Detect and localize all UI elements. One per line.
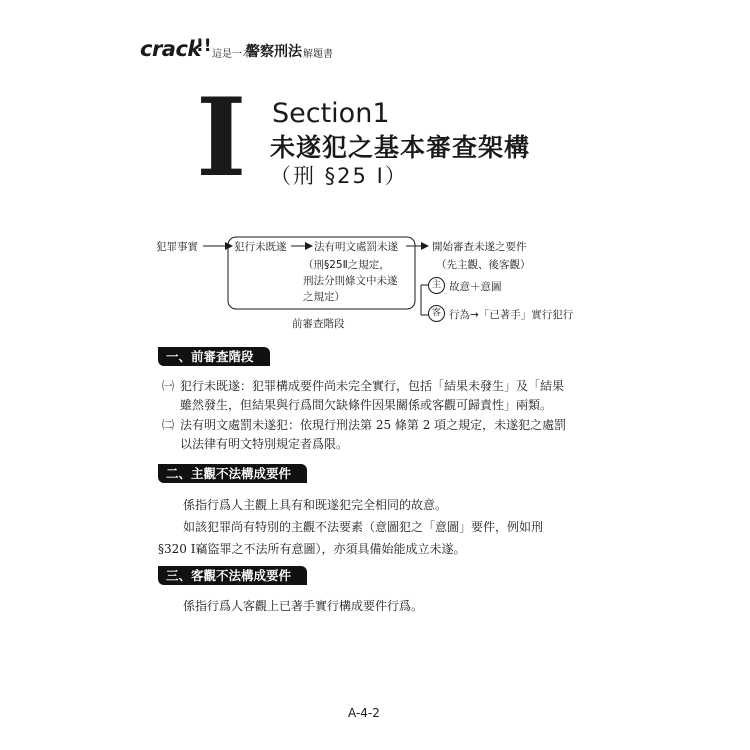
objective-text: 行為→「已著手」實行犯行	[449, 309, 574, 321]
section-reference: （刑 §25 Ⅰ）	[270, 164, 408, 188]
brand-exclamation: !!	[196, 36, 212, 56]
law-note-line-1: （刑§25Ⅱ之規定，	[303, 259, 390, 271]
node-law-punishes: 法有明文處罰未遂	[314, 241, 398, 253]
item-1-line-2: 雖然發生，但結果與行爲間欠缺條件因果關係或客觀可歸責性」兩類。	[180, 398, 553, 412]
objective-mark-icon: 客	[428, 305, 445, 322]
subjective-mark-icon: 主	[428, 277, 445, 294]
brand-logo: crack	[140, 37, 201, 61]
section-label: Section1	[272, 98, 390, 129]
item-2-line-2: 以法律有明文特別規定者爲限。	[180, 437, 349, 451]
subjective-text: 故意＋意圖	[449, 281, 502, 293]
law-note-line-3: 之規定）	[303, 291, 345, 303]
item-2-number: ㈡	[162, 418, 175, 432]
objective-line-1: 係指行爲人客觀上已著手實行構成要件行爲。	[183, 599, 424, 613]
item-2-line-1: 法有明文處罰未遂犯：依現行刑法第 25 條第 2 項之規定，未遂犯之處罰	[180, 418, 567, 432]
node-not-completed: 犯行未既遂	[234, 241, 287, 253]
subjective-line-3: §320 Ⅰ竊盜罪之不法所有意圖），亦須具備始能成立未遂。	[158, 542, 466, 556]
section-title: 未遂犯之基本審查架構	[270, 133, 531, 162]
subjective-line-2: 如該犯罪尚有特別的主觀不法要素（意圖犯之「意圖」要件，例如刑	[183, 520, 544, 534]
subjective-line-1: 係指行爲人主觀上具有和既遂犯完全相同的故意。	[183, 498, 448, 512]
pre-review-label: 前審查階段	[292, 318, 345, 330]
section-roman-numeral: I	[196, 75, 247, 201]
start-note: （先主觀、後客觀）	[436, 259, 531, 271]
node-crime-fact: 犯罪事實	[156, 241, 198, 253]
header-text-c: 解題書	[303, 49, 333, 60]
item-1-number: ㈠	[162, 379, 175, 393]
item-1-line-1: 犯行未既遂：犯罪構成要件尚未完全實行，包括「結果未發生」及「結果	[180, 379, 565, 393]
law-note-line-2: 刑法分則條文中未遂	[303, 275, 398, 287]
page-number: A-4-2	[348, 706, 380, 720]
heading-subjective: 二、主觀不法構成要件	[158, 464, 307, 483]
header-text-b: 警察刑法	[246, 44, 302, 60]
heading-pre-review: 一、前審查階段	[158, 347, 270, 366]
node-start-review: 開始審查未遂之要件	[432, 241, 527, 253]
header-text-a: 這是一本	[212, 49, 252, 60]
heading-objective: 三、客觀不法構成要件	[158, 566, 307, 585]
